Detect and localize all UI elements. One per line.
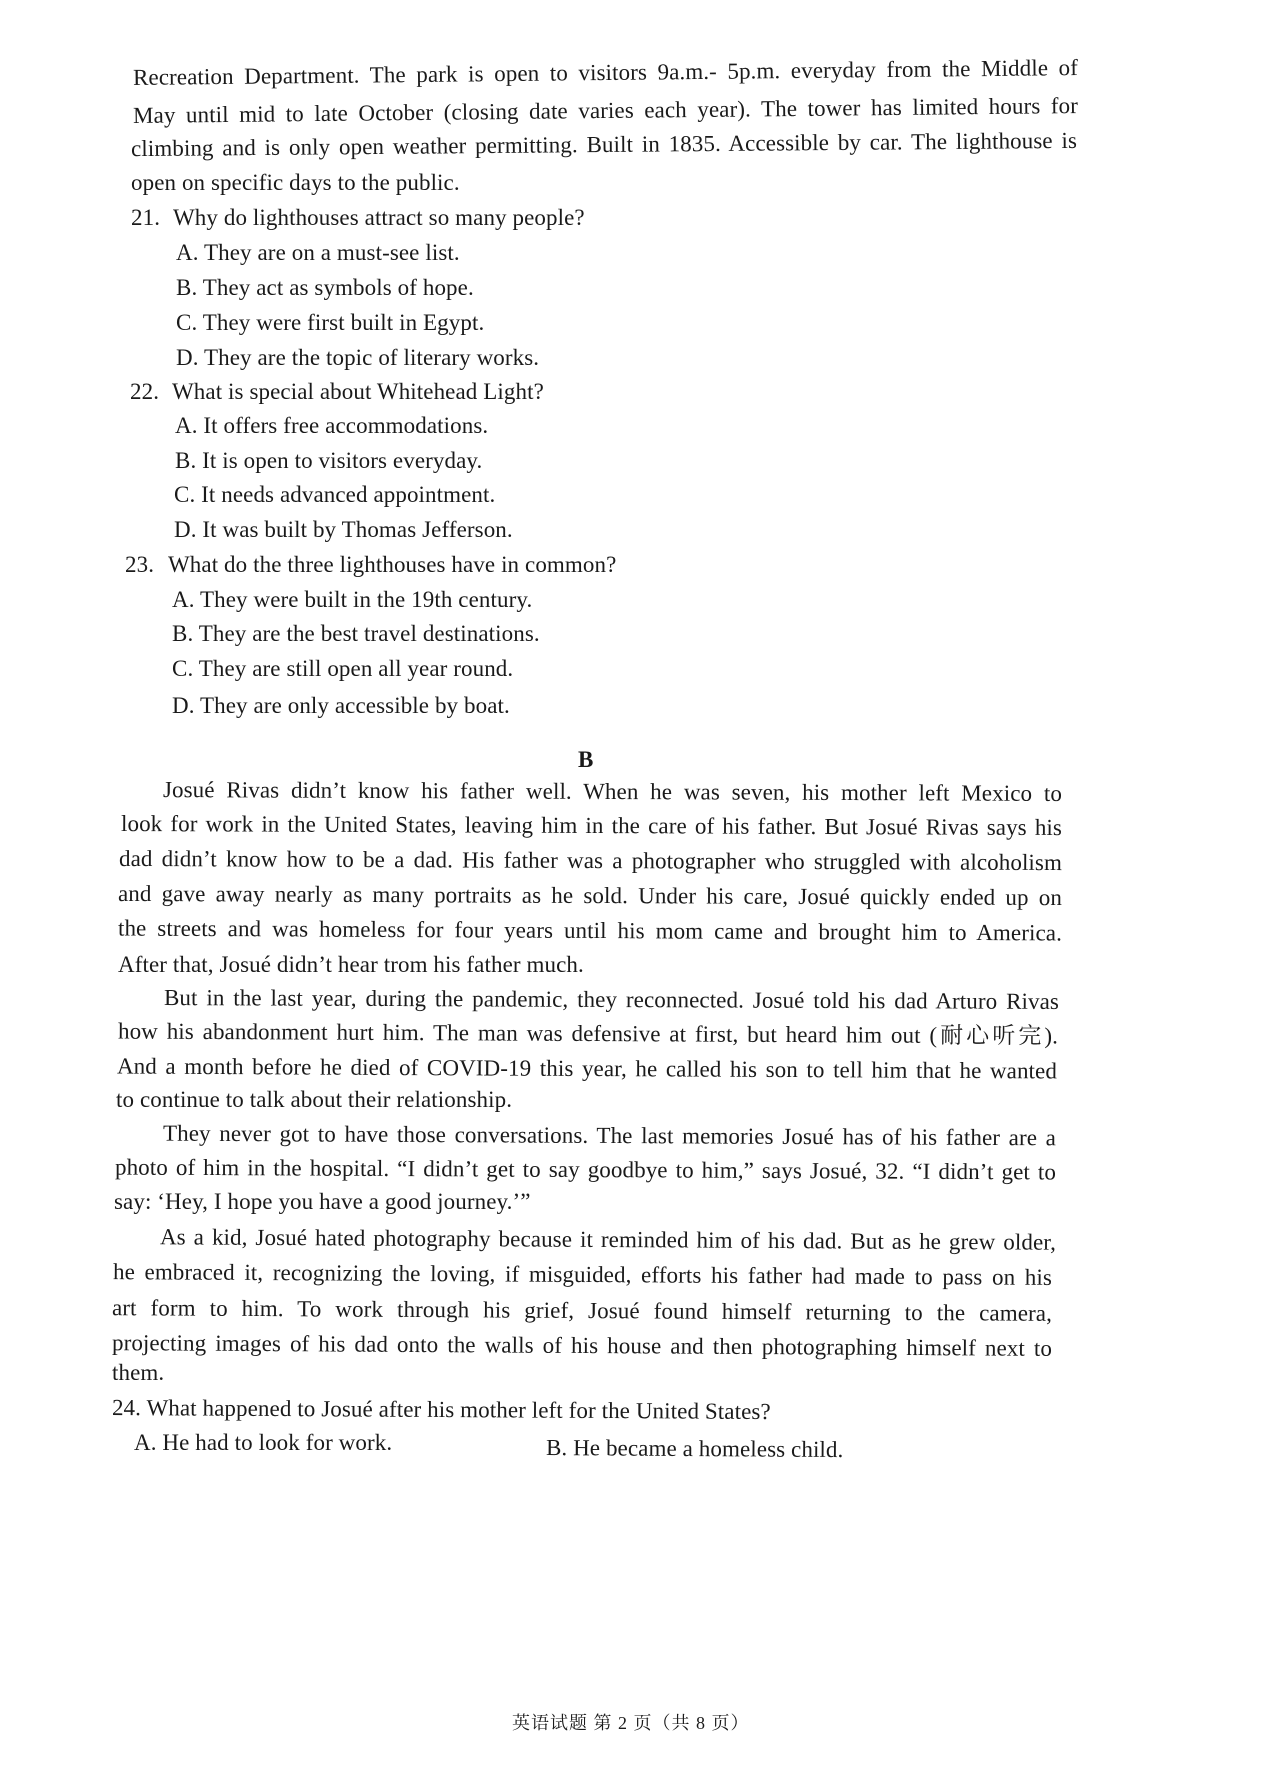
paragraph-line: May until mid to late October (closing date varies each year). The tower has limited hours for <box>132 93 1079 128</box>
paragraph-line: But in the last year, during the pandemic, they reconnected. Josué told his dad Arturo Rivas <box>163 985 1060 1014</box>
answer-option[interactable]: B. It is open to visitors everyday. <box>175 448 483 473</box>
paragraph-line: As a kid, Josué hated photography because it reminded him of his dad. But as he grew older, <box>159 1224 1057 1255</box>
answer-option[interactable]: A. It offers free accommodations. <box>175 413 489 438</box>
paragraph-line: say: ‘Hey, I hope you have a good journey.’” <box>114 1189 531 1214</box>
answer-option[interactable]: C. It needs advanced appointment. <box>174 482 496 507</box>
paragraph-line: look for work in the United States, leaving him in the care of his father. But Josué Rivas says his <box>120 810 1063 841</box>
page-footer: 英语试题 第 2 页（共 8 页） <box>512 1713 750 1733</box>
answer-option[interactable]: A. They are on a must-see list. <box>176 240 460 265</box>
question-number: 23. <box>125 552 155 577</box>
answer-option[interactable]: D. They are the topic of literary works. <box>176 345 540 370</box>
paragraph-line: dad didn’t know how to be a dad. His father was a photographer who struggled with alcoholism <box>118 845 1063 876</box>
answer-option[interactable]: B. He became a homeless child. <box>545 1435 844 1463</box>
paragraph-line: and gave away nearly as many portraits as he sold. Under his care, Josué quickly ended up on <box>117 880 1063 911</box>
paragraph-line: to continue to talk about their relationship. <box>116 1087 513 1112</box>
paragraph-line: climbing and is only open weather permitting. Built in 1835. Accessible by car. The lighthouse is <box>130 127 1078 162</box>
paragraph-line: projecting images of his dad onto the walls of his house and then photographing himself next to <box>111 1330 1053 1361</box>
question-stem: 24. What happened to Josué after his mother left for the United States? <box>111 1395 771 1425</box>
paragraph-line: how his abandonment hurt him. The man was defensive at first, but heard him out (耐心听完). <box>117 1018 1059 1049</box>
question-stem: What is special about Whitehead Light? <box>172 379 544 404</box>
answer-option[interactable]: A. He had to look for work. <box>134 1430 393 1455</box>
answer-option[interactable]: D. They are only accessible by boat. <box>172 693 510 718</box>
paragraph-line: the streets and was homeless for four years until his mom came and brought him to America. <box>117 915 1063 946</box>
question-number: 21. <box>131 205 161 230</box>
question-number: 22. <box>130 379 160 404</box>
question-stem: Why do lighthouses attract so many people? <box>173 205 585 230</box>
question-stem: What do the three lighthouses have in common? <box>168 552 617 577</box>
paragraph-line: They never got to have those conversations. The last memories Josué has of his father are a <box>162 1120 1057 1151</box>
paragraph-line: them. <box>112 1360 165 1385</box>
paragraph-line: open on specific days to the public. <box>131 170 460 195</box>
paragraph-line: photo of him in the hospital. “I didn’t get to say goodbye to him,” says Josué, 32. “I didn’t get to <box>114 1154 1057 1185</box>
answer-option[interactable]: C. They were first built in Egypt. <box>176 310 485 335</box>
paragraph-line: Josué Rivas didn’t know his father well. When he was seven, his mother left Mexico to <box>162 777 1063 806</box>
section-title: B <box>578 747 594 772</box>
paragraph-line: he embraced it, recognizing the loving, if misguided, efforts his father had made to pass on his <box>112 1259 1053 1290</box>
answer-option[interactable]: A. They were built in the 19th century. <box>172 587 533 612</box>
paragraph-line: And a month before he died of COVID-19 this year, he called his son to tell him that he wanted <box>116 1053 1058 1084</box>
paragraph-line: Recreation Department. The park is open to visitors 9a.m.- 5p.m. everyday from the Middle of <box>132 55 1079 90</box>
answer-option[interactable]: B. They act as symbols of hope. <box>176 275 474 300</box>
paragraph-line: After that, Josué didn’t hear trom his father much. <box>118 952 584 977</box>
answer-option[interactable]: D. It was built by Thomas Jefferson. <box>174 517 513 542</box>
paragraph-line: art form to him. To work through his grief, Josué found himself returning to the camera, <box>111 1295 1053 1326</box>
answer-option[interactable]: C. They are still open all year round. <box>172 656 514 681</box>
answer-option[interactable]: B. They are the best travel destinations. <box>172 621 540 646</box>
